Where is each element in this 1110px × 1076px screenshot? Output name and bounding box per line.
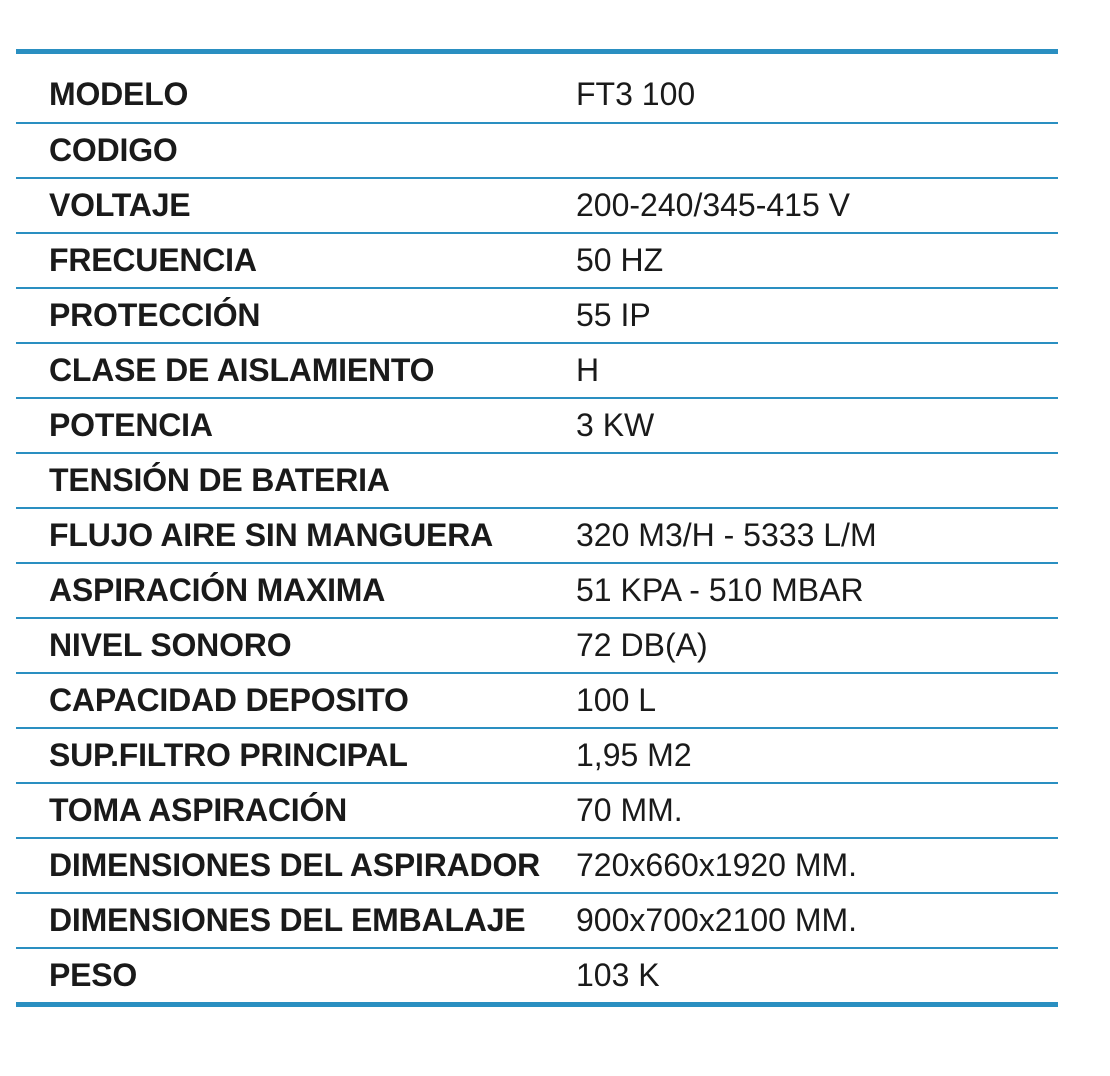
spec-row-dimensiones-aspirador [16,837,1058,892]
spec-label: MODELO [49,75,189,112]
spec-value: 50 HZ [576,242,664,278]
spec-label: SUP.FILTRO PRINCIPAL [49,737,408,773]
spec-label: TOMA ASPIRACIÓN [49,792,348,828]
spec-row-tension-bateria [16,452,1058,507]
spec-value: 900x700x2100 MM. [576,902,858,938]
spec-row-toma-aspiracion [16,782,1058,837]
spec-row-modelo [16,54,1058,122]
spec-value: 200-240/345-415 V [576,187,850,223]
spec-label: DIMENSIONES DEL EMBALAJE [49,902,526,938]
spec-row-clase-aislamiento [16,342,1058,397]
spec-row-nivel-sonoro [16,617,1058,672]
spec-table [16,49,1058,1007]
spec-value: 1,95 M2 [576,737,692,773]
spec-label: FRECUENCIA [49,242,257,278]
spec-label: CAPACIDAD DEPOSITO [49,682,409,718]
spec-row-dimensiones-embalaje [16,892,1058,947]
spec-row-filtro-principal [16,727,1058,782]
spec-label: CLASE DE AISLAMIENTO [49,352,435,388]
spec-label: CODIGO [49,132,178,168]
spec-row-capacidad-deposito [16,672,1058,727]
spec-row-proteccion [16,287,1058,342]
spec-label: VOLTAJE [49,187,191,223]
spec-label: PROTECCIÓN [49,297,261,333]
spec-label: ASPIRACIÓN MAXIMA [49,572,386,608]
spec-value: 70 MM. [576,792,683,828]
spec-label: PESO [49,957,138,993]
spec-label: POTENCIA [49,407,213,443]
spec-label: DIMENSIONES DEL ASPIRADOR [49,847,541,883]
spec-label: NIVEL SONORO [49,627,292,663]
spec-row-potencia [16,397,1058,452]
spec-label: TENSIÓN DE BATERIA [49,462,390,498]
spec-row-voltaje [16,177,1058,232]
spec-label: FLUJO AIRE SIN MANGUERA [49,517,494,553]
spec-value: 320 M3/H - 5333 L/M [576,517,877,553]
spec-value: 720x660x1920 MM. [576,847,858,883]
spec-value: H [576,352,600,388]
spec-row-aspiracion-maxima [16,562,1058,617]
spec-row-frecuencia [16,232,1058,287]
spec-row-peso [16,947,1058,1002]
spec-value: 100 L [576,682,657,718]
spec-row-codigo [16,122,1058,177]
spec-value: 72 DB(A) [576,627,708,663]
spec-value: 3 KW [576,407,655,443]
spec-value: 55 IP [576,297,651,333]
spec-value: 103 K [576,957,660,993]
spec-value: FT3 100 [576,75,696,112]
spec-value: 51 KPA - 510 MBAR [576,572,864,608]
spec-row-flujo-aire [16,507,1058,562]
